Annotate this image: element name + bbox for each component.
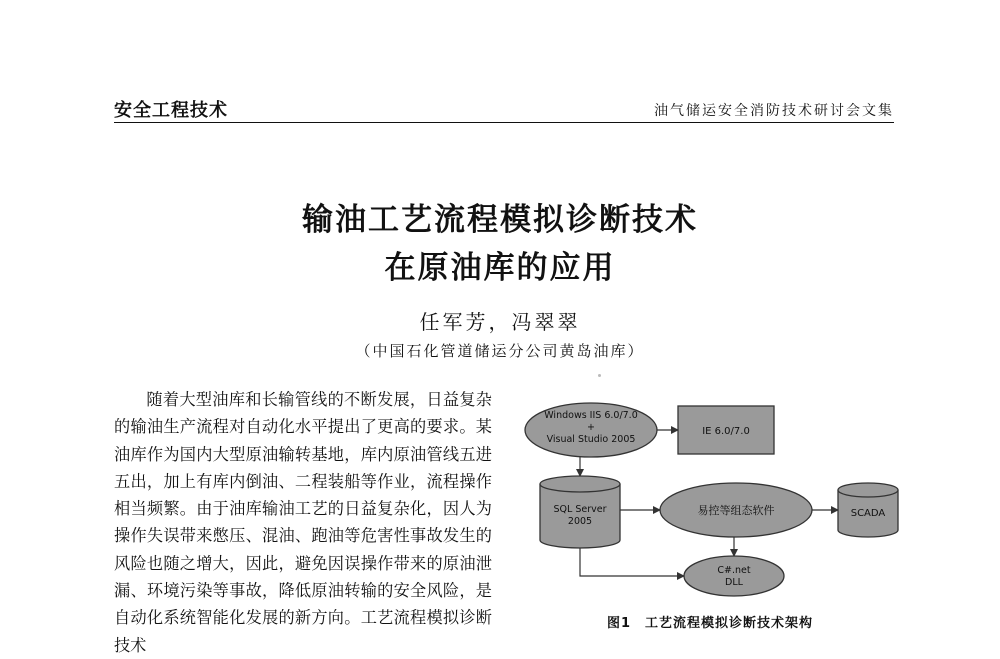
node-kingview-label: 易控等组态软件	[697, 504, 775, 517]
node-scada-label: SCADA	[850, 508, 886, 519]
node-windows-iis-label-2: +	[587, 422, 595, 433]
scan-speck	[598, 374, 601, 377]
node-windows-iis-label-1: Windows IIS 6.0/7.0	[544, 410, 638, 421]
node-windows-iis-label-3: Visual Studio 2005	[546, 434, 636, 445]
node-csharp-label-1: C#.net	[717, 565, 751, 576]
authors: 任军芳，冯翠翠	[419, 310, 581, 334]
title-line-1: 输油工艺流程模拟诊断技术	[302, 202, 698, 238]
node-csharp	[684, 556, 784, 596]
diagram-svg	[520, 392, 900, 614]
proceedings-header: 油气储运安全消防技术研讨会文集	[654, 103, 894, 119]
header-rule	[114, 122, 894, 123]
section-header: 安全工程技术	[114, 100, 228, 121]
node-sql-server-label-1: SQL Server	[553, 504, 607, 515]
node-ie-label: IE 6.0/7.0	[702, 426, 750, 437]
node-sql-server-label-2: 2005	[567, 516, 593, 527]
figure-caption: 图1 工艺流程模拟诊断技术架构	[606, 616, 814, 631]
node-csharp-label-2: DLL	[725, 577, 743, 588]
affiliation: （中国石化管道储运分公司黄岛油库）	[355, 342, 645, 360]
architecture-diagram	[520, 392, 900, 614]
edge-sql-csharp	[580, 548, 684, 576]
title-line-2: 在原油库的应用	[384, 250, 616, 286]
body-paragraph: 随着大型油库和长输管线的不断发展，日益复杂的输油生产流程对自动化水平提出了更高的要求。某油库作为国内大型原油输转基地，库内原油管线五进五出，加上有库内倒油、二程装船等作业，流程操作相当频繁。由于油库输油工艺的日益复杂化，因人为操作失误带来憋压、混油、跑油等危害性事故发生的风险也随之增大，因此，避免因误操作带来的原油泄漏、环境污染等事故，降低原油转输的安全风险，是自动化系统智能化发展的新方向。工艺流程模拟诊断技术	[114, 390, 492, 655]
